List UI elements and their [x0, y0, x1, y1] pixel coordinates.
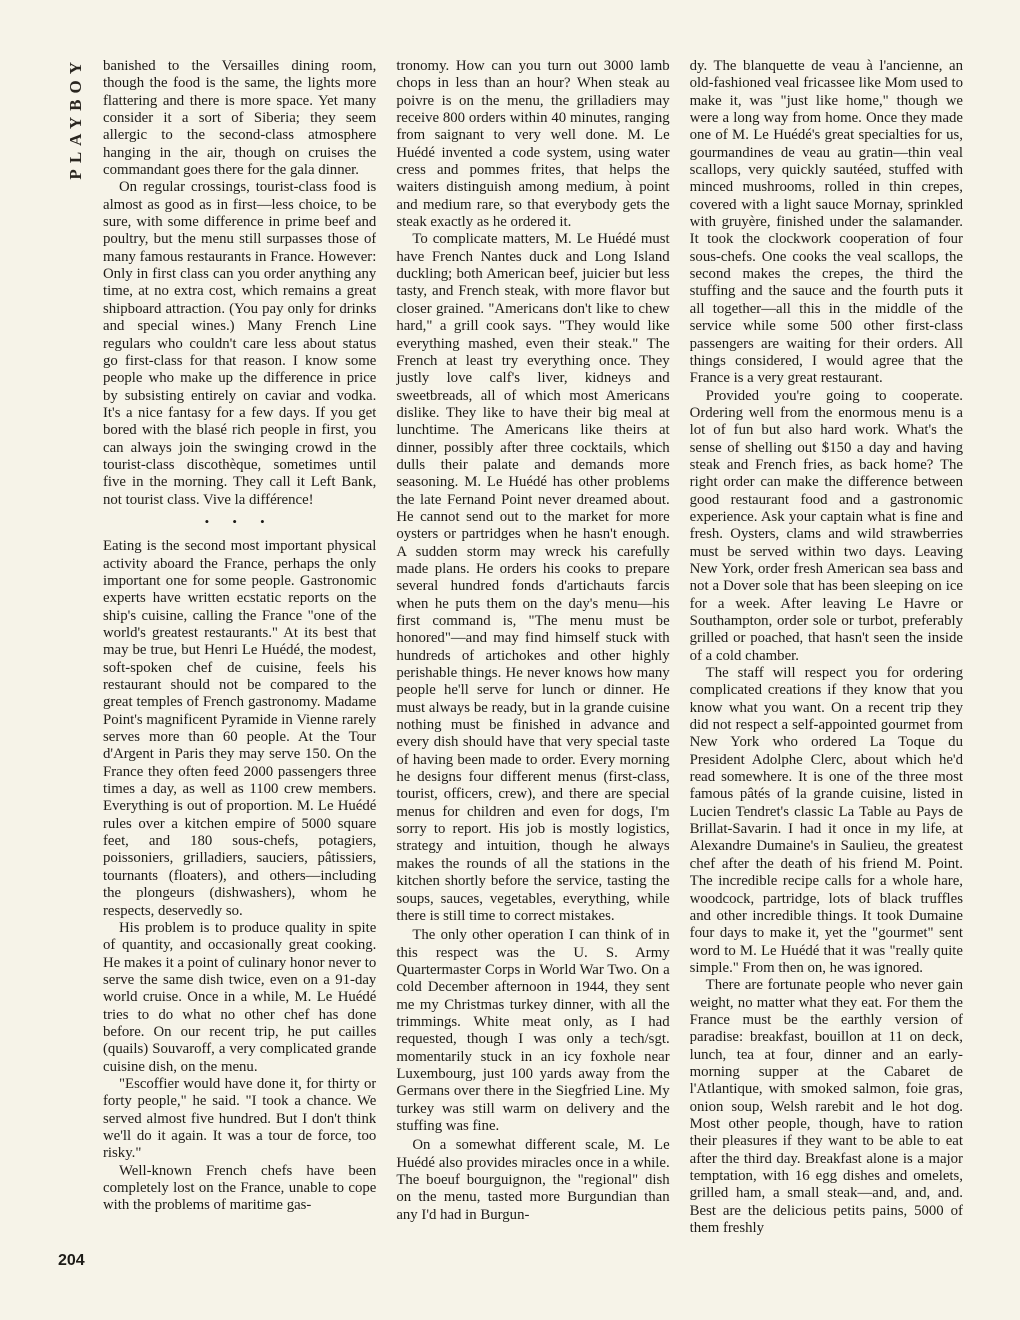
paragraph: His problem is to produce quality in spite of quantity, and occasionally great cooking. He makes it a point of culinary honor never to serve the same dish twice, even on a 91-day world cruise. Once in a while, M. Le Huédé tries to do what no other chef has done before. On our recent trip, he put cailles (quails) Souvaroff, a very complicated grande cuisine dish, on the menu.	[103, 919, 377, 1075]
paragraph: tronomy. How can you turn out 3000 lamb chops in less than an hour? When steak au poivre is on the menu, the grilladiers may receive 800 orders within 40 minutes, ranging from saignant to very well done. M. Le Huédé invented a code system, using water cress and pommes frites, that helps the waiters distinguish among medium, à point and medium rare, so that everybody gets the steak exactly as he ordered it.	[396, 58, 670, 231]
paragraph: On regular crossings, tourist-class food is almost as good as in first—less choice, to be sure, with some difference in prime beef and poultry, but the menu still surpasses those of many famous restaurants in France. However: Only in first class can you order anything any time, at no extra cost, which remains a great shipboard attraction. (You pay only for drinks and special wines.) Many French Line regulars who couldn't care less about status go first-class for that reason. I know some people who make up the difference in price by subsisting entirely on caviar and vodka. It's a nice fantasy for a few days. If you get bored with the blasé rich people in first, you can always join the swinging crowd in the tourist-class discothèque, sometimes until five in the morning. They call it Left Bank, not tourist class. Vive la différence!	[103, 179, 377, 508]
paragraph: dy. The blanquette de veau à l'ancienne, an old-fashioned veal fricassee like Mom used to make it, was "just like home," though we were a long way from home. Once they made one of M. Le Huédé's great specialties for us, gourmandines de veau au gratin—thin veal scallops, very quickly sautéed, stuffed with minced mushrooms, rolled in thin crepes, covered with a light sauce Mornay, sprinkled with gruyère, finished under the salamander. It took the clockwork cooperation of four sous-chefs. One cooks the veal scallops, the second makes the crepes, the third the stuffing and the sauce and the fourth puts it all together—all this in the middle of the service while some 500 other first-class passengers are waiting for their orders. All things considered, I would agree that the France is a very great restaurant.	[689, 58, 963, 387]
paragraph: The staff will respect you for ordering complicated creations if they know that you know what you want. On a recent trip they did not respect a self-appointed gourmet from New York who ordered La Toque du President Adolphe Clerc, about which he'd read somewhere. It is one of the three most famous pâtés of la grande cuisine, listed in Lucien Tendret's classic La Table au Pays de Brillat-Savarin. I had it once in my life, at Alexandre Dumaine's in Saulieu, the greatest chef after the death of his friend M. Point. The incredible recipe calls for a whole hare, woodcock, partridge, lots of black truffles and other incredible things. It took Dumaine four days to make it, yet the "gourmet" sent word to M. Le Huédé that it was "really quite simple." From then on, he was ignored.	[689, 665, 963, 976]
paragraph: On a somewhat different scale, M. Le Huédé also provides miracles once in a while. The boeuf bourguignon, the "regional" dish on the menu, tasted more Burgundian than any I'd had in Burgun-	[396, 1137, 670, 1223]
column-2	[396, 58, 669, 1278]
paragraph: There are fortunate people who never gain weight, no matter what they eat. For them the France must be the earthly version of paradise: breakfast, bouillon at 11 on deck, lunch, tea at four, dinner and an early-morning supper at the Cabaret de l'Atlantique, with smoked salmon, foie gras, onion soup, Welsh rarebit and le hot dog. Most other people, though, have to ration their pleasures if they want to be able to eat after the third day. Breakfast alone is a major temptation, with 16 egg dishes and omelets, grilled ham, a small steak—and, and, and. Best are the delicious petits pains, 5000 of them freshly	[689, 977, 963, 1237]
article-body	[103, 58, 963, 1278]
paragraph: To complicate matters, M. Le Huédé must have French Nantes duck and Long Island duckling; both American beef, juicier but less tasty, and French steak, with more flavor but closer grained. "Americans don't like to chew hard," a grill cook says. "They would like everything mashed, even their steak." The French at least try everything once. They justly love calf's liver, kidneys and sweetbreads, all of which most Americans dislike. They like to have their big meal at lunchtime. The Americans like theirs at dinner, possibly after three cocktails, which dulls their palate and demands more seasoning. M. Le Huédé has other problems the late Fernand Point never dreamed about. He cannot send out to the market for more oysters or partridges when he hasn't enough. A sudden storm may wreck his carefully made plans. He orders his cooks to prepare several hundred fonds d'artichauts farcis when he puts them on the day's menu—his first command is, "The menu must be honored"—and may find himself stuck with hundreds of artichokes and other highly perishable things. He never knows how many people he'll serve for lunch or dinner. He must always be ready, but in la grande cuisine nothing must be finished in advance and every dish should have that very special taste of having been made to order. Every morning he designs four different menus (first-class, tourist, officers, crew), and there are special menus for children and even for dogs, I'm sorry to report. His job is mostly logistics, strategy and intuition, though he always makes the rounds of all the stations in the kitchen shortly before the service, tasting the soups, sauces, vegetables, everything, while there is still time to correct mistakes.	[396, 231, 670, 924]
paragraph: Provided you're going to cooperate. Ordering well from the enormous menu is a lot of fun but also hard work. What's the sense of shelling out $150 a day and having steak and French fries, as back home? The right order can make the difference between good restaurant food and a gastronomic experience. Ask your captain what is fine and fresh. Oysters, clams and wild strawberries must be served within two days. Leaving New York, order fresh American sea bass and not a Dover sole that has been sleeping on ice for a week. After leaving Le Havre or Southampton, order sole or turbot, preferably grilled or poached, that hasn't seen the inside of a cold chamber.	[689, 387, 963, 664]
paragraph: banished to the Versailles dining room, though the food is the same, the lights more flattering and there is more space. Yet many consider it a sort of Siberia; they seem allergic to the second-class atmosphere hanging in the air, though on cruises the commandant goes there for the gala dinner.	[103, 58, 377, 179]
page-number: 204	[58, 1252, 85, 1269]
paragraph: Eating is the second most important physical activity aboard the France, perhaps the only important one for some people. Gastronomic experts have written ecstatic reports on the ship's cuisine, calling the France "one of the world's greatest restaurants." At its best that may be true, but Henri Le Huédé, the modest, soft-spoken chef de cuisine, feels his restaurant should not be compared to the great temples of French gastronomy. Madame Point's magnificent Pyramide in Vienne rarely serves more than 60 people. At the Tour d'Argent in Paris they may serve 150. On the France they often feed 2000 passengers three times a day, as well as 1100 crew members. Everything is out of proportion. M. Le Huédé rules over a kitchen empire of 5000 square feet, and 180 sous-chefs, potagiers, poissoniers, grilladiers, sauciers, pâtissiers, tournants (floaters), and others—including the plongeurs (dishwashers), whom he respects, deservedly so.	[103, 538, 377, 919]
column-3	[690, 58, 963, 1278]
column-1	[103, 58, 376, 1278]
paragraph: The only other operation I can think of in this respect was the U. S. Army Quartermaster Corps in World War Two. On a cold December afternoon in 1944, they sent me my Christmas turkey dinner, with all the trimmings. White meat only, as I had requested, though I was only a tech/sgt. momentarily stuck in an icy foxhole near Luxembourg, just 100 yards away from the Germans over there in the Siegfried Line. My turkey was still warm on delivery and the stuffing was fine.	[396, 927, 670, 1134]
paragraph: Well-known French chefs have been completely lost on the France, unable to cope with the problems of maritime gas-	[103, 1162, 377, 1214]
paragraph: "Escoffier would have done it, for thirty or forty people," he said. "I took a chance. We served almost five hundred. But I don't think we'll do it again. It was a tour de force, too risky."	[103, 1075, 377, 1162]
magazine-name: PLAYBOY	[66, 56, 85, 180]
section-separator: • • •	[204, 513, 275, 529]
magazine-name-vertical	[62, 56, 90, 196]
